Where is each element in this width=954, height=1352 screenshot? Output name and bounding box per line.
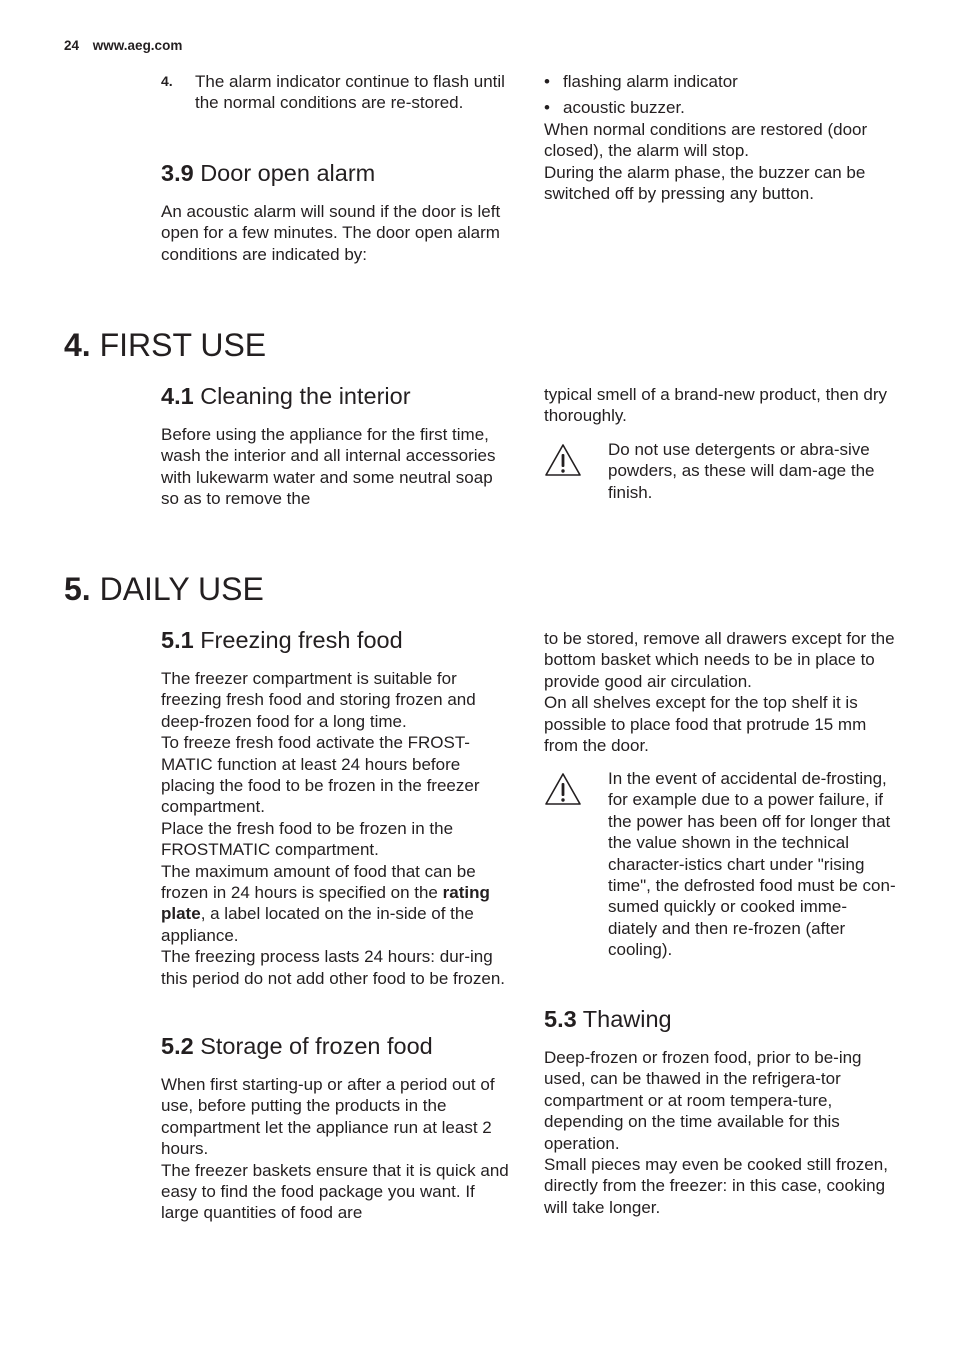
warning-text: In the event of accidental de-frosting, for example due to a power failure, if the power has been off for longer that the value shown in the technical character-istics chart under "rising time", the defrosted food must be con-sumed quickly or cooked imme-diately and then re-frozen (after cooling). [608, 769, 896, 960]
heading-number: 5.1 [161, 627, 194, 653]
paragraph: An acoustic alarm will sound if the door is left open for a few minutes. The door open alarm conditions are indicated by: [161, 202, 501, 264]
paragraph: The freezing process lasts 24 hours: dur-ing this period do not add other food to be frozen. [161, 947, 506, 988]
bullet-item [544, 71, 896, 92]
chapter-heading-first-use [64, 326, 266, 364]
heading-number: 5.2 [161, 1033, 194, 1059]
bullet-icon: • [544, 98, 550, 118]
page-number: 24 [64, 38, 80, 53]
website-link[interactable]: www.aeg.com [92, 38, 183, 53]
warning-icon [544, 439, 608, 503]
thawing-paragraphs [544, 1047, 896, 1218]
bullet-text: acoustic buzzer. [563, 98, 685, 118]
heading-title: Cleaning the interior [200, 383, 411, 409]
list-number: 4. [161, 73, 173, 89]
paragraph: Small pieces may even be cooked still frozen, directly from the freezer: in this case, cooking will take longer. [544, 1155, 888, 1217]
door-alarm-paragraph [161, 201, 511, 265]
warning-text: Do not use detergents or abra-sive powders, as these will dam-age the finish. [608, 440, 875, 502]
paragraph: The freezer baskets ensure that it is quick and easy to find the food package you want. If large quantities of food are [161, 1160, 509, 1223]
chapter-title: DAILY USE [99, 571, 264, 607]
chapter-number: 4. [64, 327, 91, 363]
heading-number: 4.1 [161, 383, 194, 409]
paragraph: Place the fresh food to be frozen in the FROSTMATIC compartment. [161, 818, 454, 860]
cleaning-paragraph-right [544, 384, 894, 427]
storage-paragraphs [161, 1074, 516, 1224]
paragraph: During the alarm phase, the buzzer can be switched off by pressing any button. [544, 162, 866, 204]
heading-title: Freezing fresh food [200, 627, 403, 653]
heading-5-2 [161, 1032, 433, 1060]
bullet-icon: • [544, 72, 550, 91]
paragraph: On all shelves except for the top shelf it is possible to place food that protrude 15 mm from the door. [544, 693, 867, 756]
chapter-number: 5. [64, 571, 91, 607]
paragraph: to be stored, remove all drawers except for the bottom basket which needs to be in place to provide good air circulation. [544, 629, 895, 691]
page-header [64, 38, 182, 53]
heading-5-1 [161, 626, 403, 654]
freezing-paragraphs [161, 668, 513, 989]
warning-icon [544, 768, 608, 961]
paragraph: Before using the appliance for the first time, wash the interior and all internal accessories with lukewarm water and some neutral soap so as to remove the [161, 425, 496, 509]
list-text: The alarm indicator continue to flash until the normal conditions are re-stored. [195, 72, 505, 113]
paragraph: Deep-frozen or frozen food, prior to be-ing used, can be thawed in the refrigera-tor compartment or at room tempera-ture, depending on the time available for this operation. [544, 1048, 862, 1153]
storage-paragraph-right [544, 628, 896, 756]
heading-title: Thawing [582, 1006, 672, 1032]
heading-5-3 [544, 1005, 672, 1033]
warning-defrosting [544, 768, 896, 961]
cleaning-paragraph-left [161, 424, 511, 510]
paragraph: The maximum amount of food that can be frozen in 24 hours is specified on the rating plate, a label located on the in-side of the appliance. [161, 861, 490, 945]
paragraph: typical smell of a brand-new product, then dry thoroughly. [544, 385, 888, 426]
chapter-title: FIRST USE [99, 327, 267, 363]
warning-detergents [544, 439, 894, 503]
heading-number: 3.9 [161, 160, 194, 186]
chapter-heading-daily-use [64, 570, 264, 608]
door-alarm-right-column [544, 71, 896, 204]
bullet-item [544, 97, 896, 118]
bullet-text: flashing alarm indicator [563, 72, 738, 91]
heading-3-9 [161, 159, 375, 187]
heading-4-1 [161, 382, 411, 410]
paragraph: To freeze fresh food activate the FROST-MATIC function at least 24 hours before placing the food to be frozen in the freezer compartment. [161, 733, 480, 817]
paragraph: The freezer compartment is suitable for freezing fresh food and storing frozen and deep-frozen food for a long time. [161, 669, 476, 731]
rating-plate-term: rating plate [161, 883, 490, 924]
heading-title: Storage of frozen food [200, 1033, 433, 1059]
heading-number: 5.3 [544, 1006, 577, 1032]
paragraph: When first starting-up or after a period out of use, before putting the products in the compartment let the appliance run at least 2 hours. [161, 1075, 495, 1159]
list-item-4 [161, 71, 516, 114]
paragraph: When normal conditions are restored (door closed), the alarm will stop. [544, 119, 868, 161]
heading-title: Door open alarm [200, 160, 376, 186]
